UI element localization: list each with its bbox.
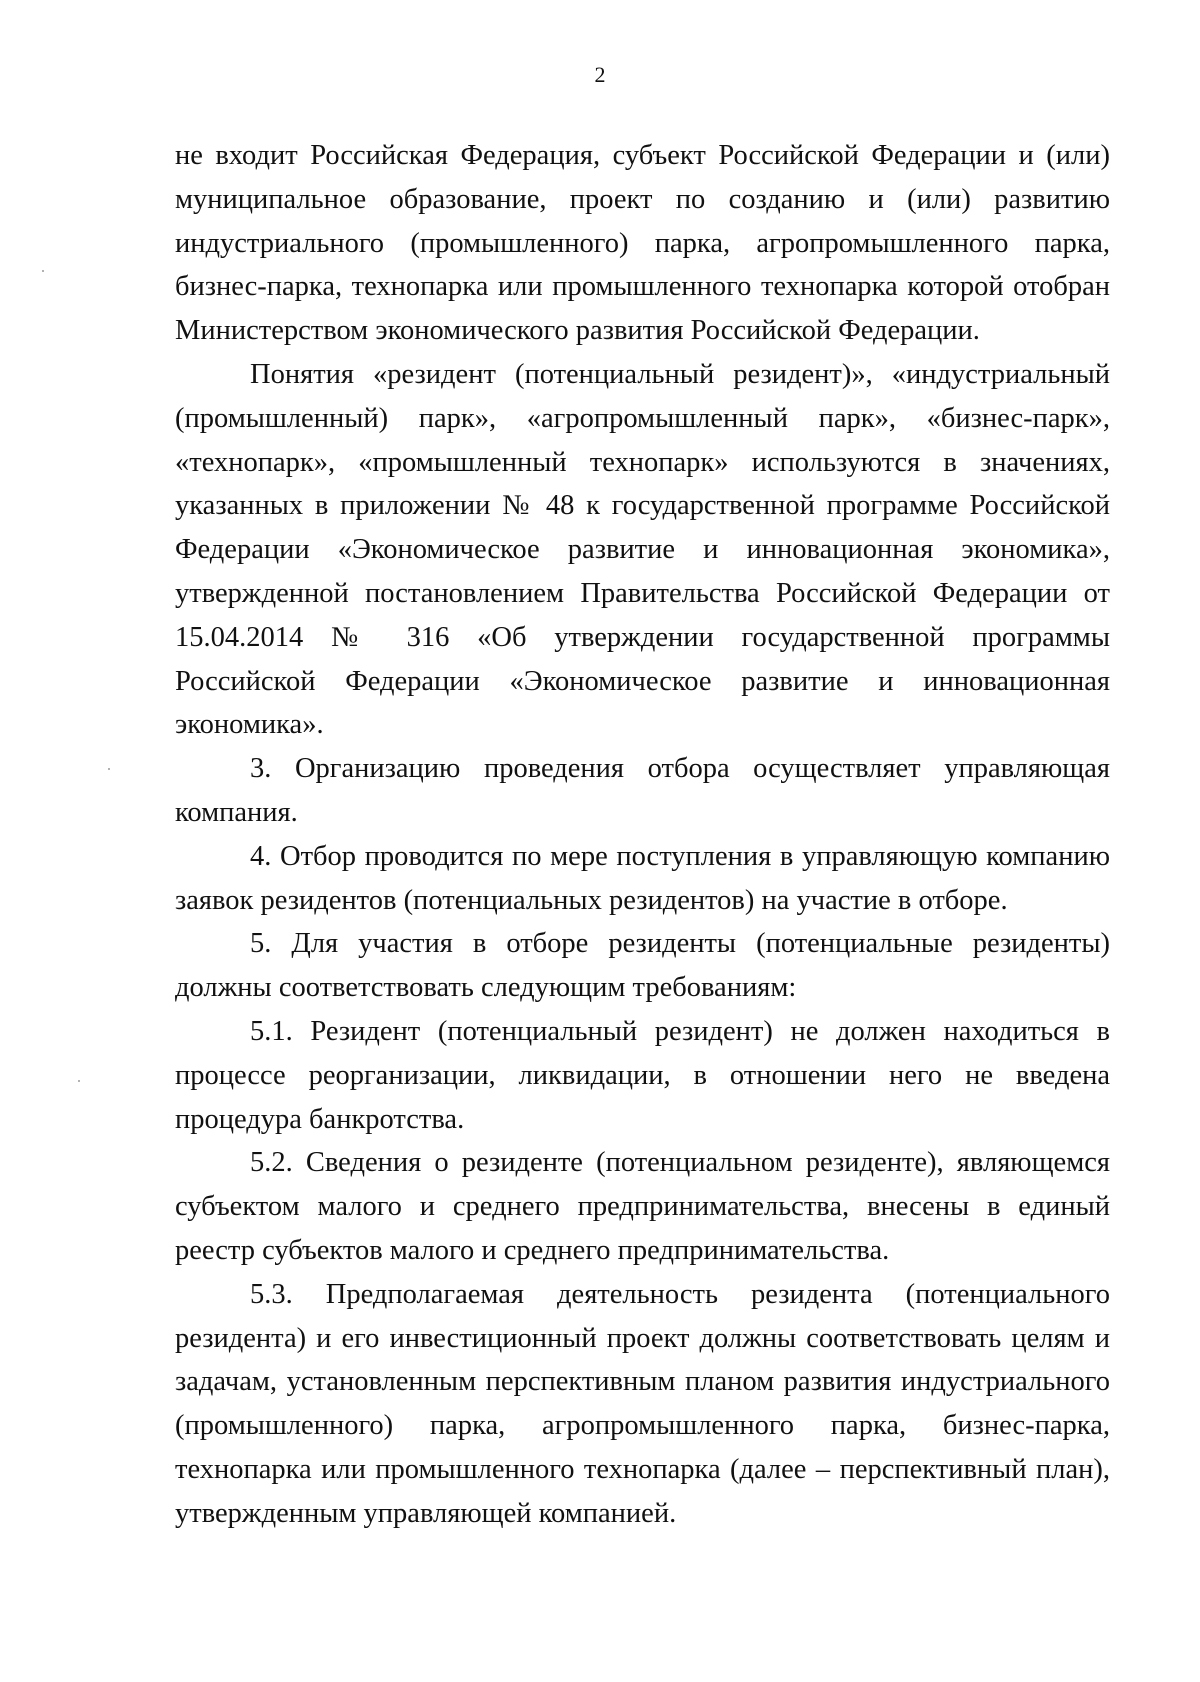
paragraph-item-5-3: 5.3. Предполагаемая деятельность резидента (потенциального резидента) и его инвестиционный проект должны соответствовать целям и задачам, установленным перспективным планом развития индустриального (промышленного) парка, агропромышленного парка, бизнес-парка, технопарка или промышленного технопарка (далее – перспективный план), утвержденным управляющей компанией. (175, 1278, 1110, 1529)
page-number: 2 (594, 62, 606, 87)
paragraph-item-5-1: 5.1. Резидент (потенциальный резидент) не должен находиться в процессе реорганизации, ликвидации, в отношении него не введена процедура банкротства. (175, 1015, 1110, 1135)
paragraph-definitions: Понятия «резидент (потенциальный резидент)», «индустриальный (промышленный) парк», «агропромышленный парк», «бизнес-парк», «технопарк», «промышленный технопарк» используются в значениях, указанных в приложении № 48 к государственной программе Российской Федерации «Экономическое развитие и инновационная экономика», утвержденной постановлением Правительства Российской Федерации от 15.04.2014 № 316 «Об утверждении государственной программы Российской Федерации «Экономическое развитие и инновационная экономика». (175, 358, 1110, 741)
scan-speck (78, 1080, 80, 1082)
paragraph-item-4: 4. Отбор проводится по мере поступления в управляющую компанию заявок резидентов (потенциальных резидентов) на участие в отборе. (175, 840, 1110, 916)
paragraph-item-5-2: 5.2. Сведения о резиденте (потенциальном резиденте), являющемся субъектом малого и среднего предпринимательства, внесены в единый реестр субъектов малого и среднего предпринимательства. (175, 1147, 1110, 1266)
document-body (175, 134, 1110, 1536)
paragraph-continuation: не входит Российская Федерация, субъект Российской Федерации и (или) муниципальное образование, проект по созданию и (или) развитию индустриального (промышленного) парка, агропромышленного парка, бизнес-парка, технопарка или промышленного технопарка которой отобран Министерством экономического развития Российской Федерации. (175, 140, 1110, 347)
scan-speck (108, 768, 110, 770)
paragraph-item-3: 3. Организацию проведения отбора осуществляет управляющая компания. (175, 753, 1110, 828)
scan-speck (42, 270, 44, 272)
paragraph-item-5: 5. Для участия в отборе резиденты (потенциальные резиденты) должны соответствовать следующим требованиям: (175, 928, 1110, 1004)
